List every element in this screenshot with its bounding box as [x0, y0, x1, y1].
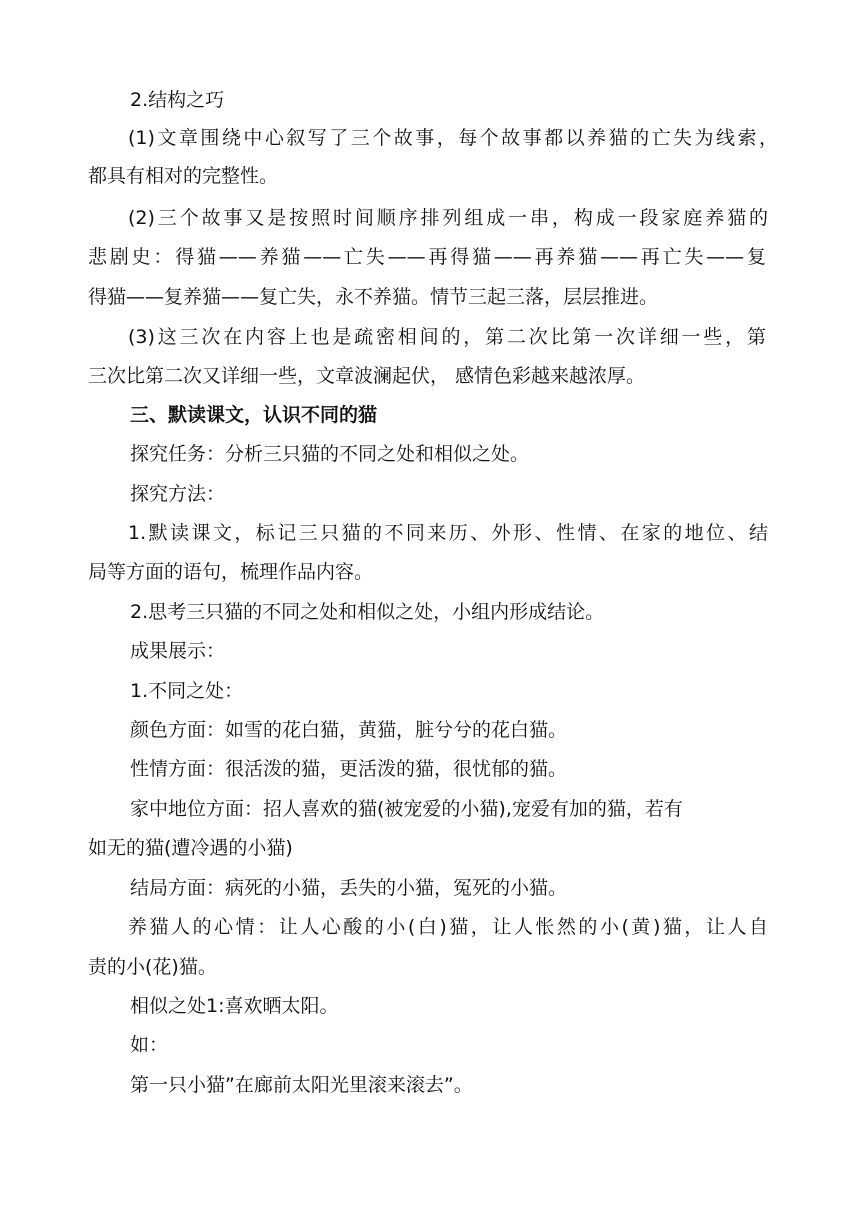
paragraph-line: 局等方面的语句，梳理作品内容。 — [88, 561, 374, 583]
paragraph-line: 如无的猫(遭冷遇的小猫) — [88, 837, 293, 859]
paragraph-line: 探究任务：分析三只猫的不同之处和相似之处。 — [130, 443, 530, 465]
paragraph-line: (1)文章围绕中心叙写了三个故事，每个故事都以养猫的亡失为线索， — [128, 127, 778, 149]
paragraph-line: 性情方面：很活泼的猫，更活泼的猫，很忧郁的猫。 — [130, 758, 568, 780]
section-heading: 三、默读课文，认识不同的猫 — [130, 404, 378, 426]
paragraph-line: 如： — [130, 1034, 169, 1056]
paragraph-line: 1.默读课文，标记三只猫的不同来历、外形、性情、在家的地位、结 — [128, 522, 768, 544]
paragraph-line: 颜色方面：如雪的花白猫，黄猫，脏兮兮的花白猫。 — [130, 719, 568, 741]
paragraph-line: 成果展示： — [130, 640, 226, 662]
paragraph-line: 责的小(花)猫。 — [88, 956, 217, 978]
paragraph-line: 结局方面：病死的小猫，丢失的小猫，冤死的小猫。 — [130, 877, 568, 899]
paragraph-line: 1.不同之处： — [130, 680, 244, 702]
paragraph-line: 得猫——复养猫——复亡失，永不养猫。情节三起三落，层层推进。 — [88, 286, 659, 308]
paragraph-line: 三次比第二次又详细一些，文章波澜起伏， 感情色彩越来越浓厚。 — [88, 365, 646, 387]
paragraph-line: 第一只小猫”在廊前太阳光里滚来滚去”。 — [130, 1074, 473, 1096]
paragraph-line: (3)这三次在内容上也是疏密相间的，第二次比第一次详细一些，第 — [128, 326, 766, 348]
heading-structure: 2.结构之巧 — [130, 89, 225, 111]
paragraph-line: (2)三个故事又是按照时间顺序排列组成一串，构成一段家庭养猫的 — [128, 207, 768, 229]
paragraph-line: 相似之处1:喜欢晒太阳。 — [130, 995, 339, 1017]
paragraph-line: 养猫人的心情：让人心酸的小(白)猫，让人怅然的小(黄)猫，让人自 — [128, 916, 768, 938]
paragraph-line: 探究方法： — [130, 483, 226, 505]
paragraph-line: 悲剧史：得猫——养猫——亡失——再得猫——再养猫——再亡失——复 — [88, 246, 766, 268]
paragraph-line: 2.思考三只猫的不同之处和相似之处，小组内形成结论。 — [130, 601, 605, 623]
paragraph-line: 都具有相对的完整性。 — [88, 165, 279, 187]
paragraph-line: 家中地位方面：招人喜欢的猫(被宠爱的小猫),宠爱有加的猫，若有 — [130, 798, 683, 820]
